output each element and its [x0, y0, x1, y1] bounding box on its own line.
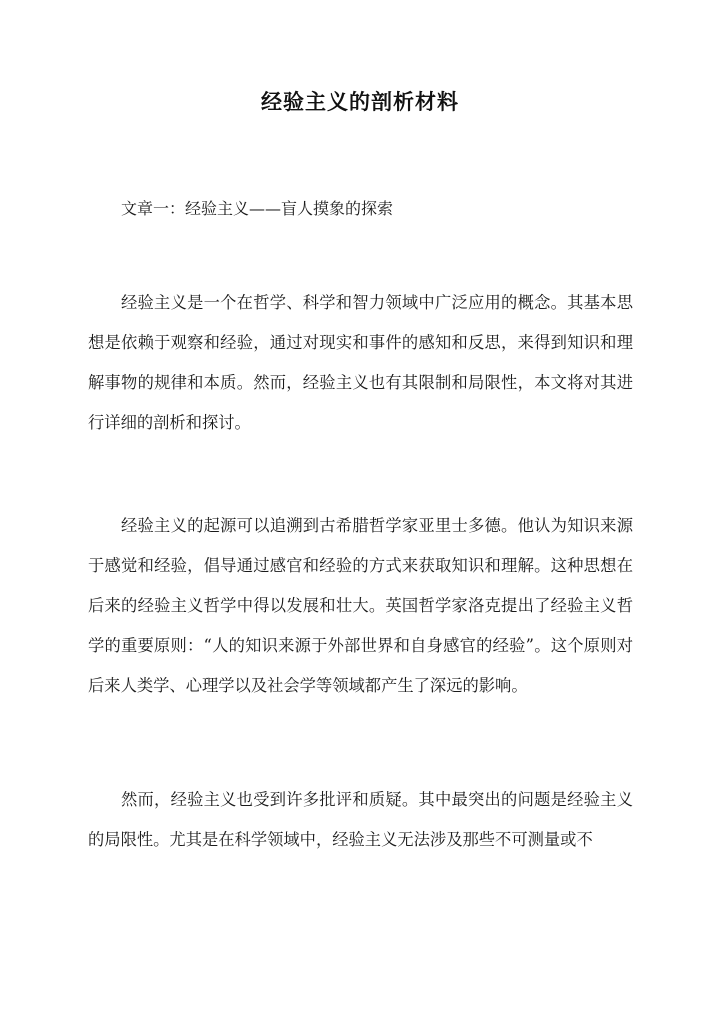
- document-title: 经验主义的剖析材料: [261, 89, 459, 114]
- article-heading: 文章一：经验主义——盲人摸象的探索: [121, 199, 394, 218]
- body-paragraph: 然而，经验主义也受到许多批评和质疑。其中最突出的问题是经验主义的局限性。尤其是在科学领域中，经验主义无法涉及那些不可测量或不: [88, 790, 633, 849]
- body-paragraph: 经验主义的起源可以追溯到古希腊哲学家亚里士多德。他认为知识来源于感觉和经验，倡导通过感官和经验的方式来获取知识和理解。这种思想在后来的经验主义哲学中得以发展和壮大。英国哲学家洛克提出了经验主义哲学的重要原则：“人的知识来源于外部世界和自身感官的经验”。这个原则对后来人类学、心理学以及社会学等领域都产生了深远的影响。: [88, 516, 633, 695]
- body-paragraph: 经验主义是一个在哲学、科学和智力领域中广泛应用的概念。其基本思想是依赖于观察和经验，通过对现实和事件的感知和反思，来得到知识和理解事物的规律和本质。然而，经验主义也有其限制和局限性，本文将对其进行详细的剖析和探讨。: [88, 293, 633, 432]
